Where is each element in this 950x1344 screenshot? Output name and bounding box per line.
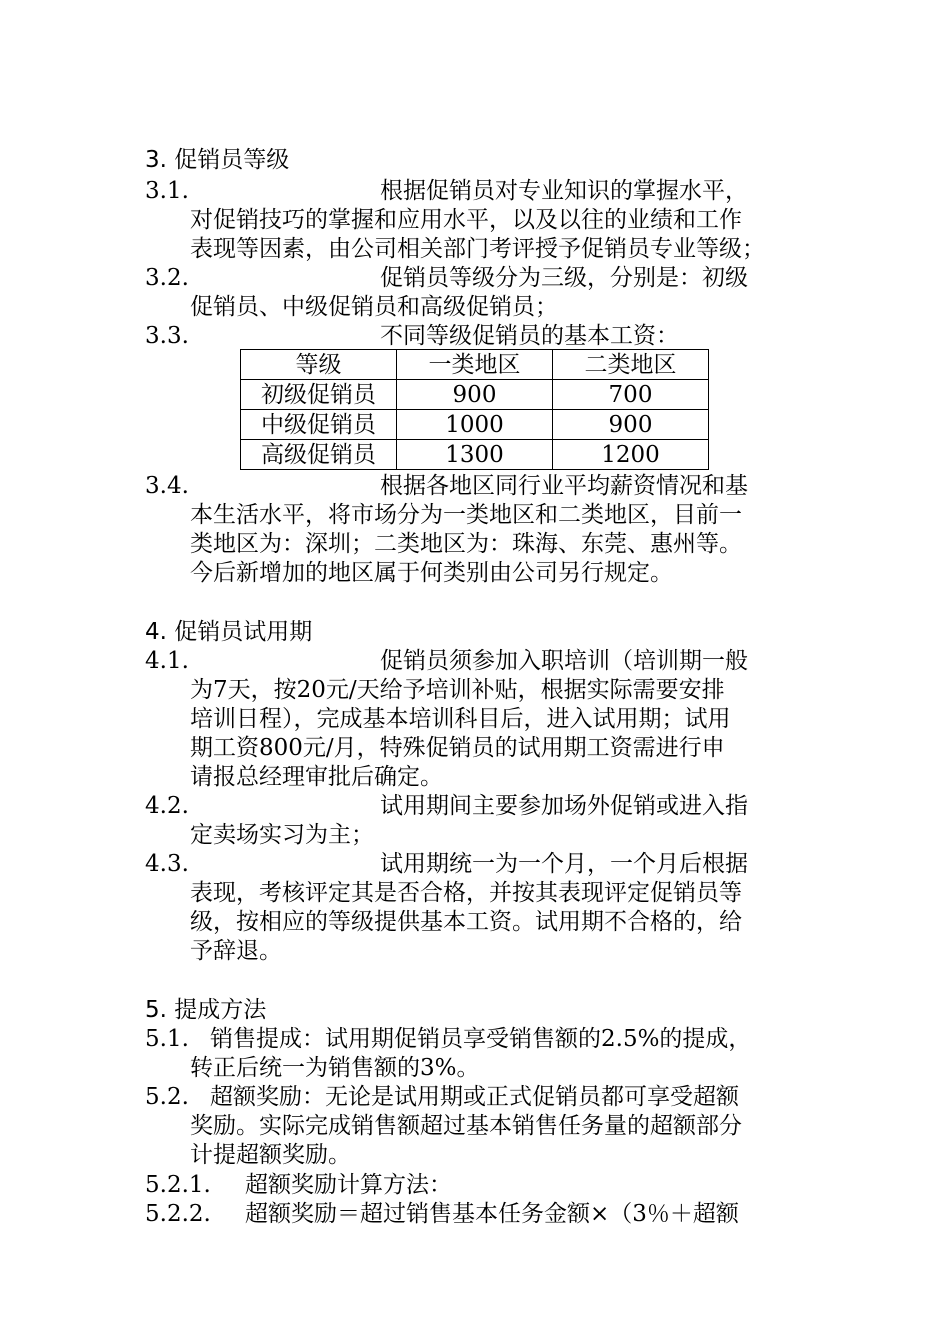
clause-text: 奖励。实际完成销售额超过基本销售任务量的超额部分 (190, 1113, 742, 1139)
clause-number: 4.1. (145, 648, 189, 674)
clause-text: 促销员、中级促销员和高级促销员； (190, 294, 558, 320)
table-cell: 1300 (397, 440, 553, 470)
clause-text: 类地区为：深圳；二类地区为：珠海、东莞、惠州等。 (190, 531, 742, 557)
clause-text: 对促销技巧的掌握和应用水平，以及以往的业绩和工作 (190, 207, 742, 233)
table-row (241, 440, 709, 470)
clause-text: 予辞退。 (190, 938, 282, 964)
clause-text: 为7天，按20元/天给予培训补贴，根据实际需要安排 (190, 677, 725, 703)
table-cell: 700 (553, 380, 709, 410)
table-row (241, 410, 709, 440)
section-heading-4: 4. 促销员试用期 (145, 619, 313, 645)
clause-4-1 (145, 647, 815, 792)
clause-text: 表现等因素，由公司相关部门考评授予促销员专业等级； (190, 236, 765, 262)
table-header-cell: 二类地区 (553, 350, 709, 380)
clause-text: 本生活水平，将市场分为一类地区和二类地区，目前一 (190, 502, 742, 528)
clause-number: 3.2. (145, 265, 189, 291)
section-heading-5: 5. 提成方法 (145, 997, 267, 1023)
base-wage-table (240, 349, 709, 470)
clause-text: 根据促销员对专业知识的掌握水平， (380, 178, 748, 204)
clause-text: 转正后统一为销售额的3%。 (190, 1055, 480, 1081)
clause-number: 5.2.1. (145, 1172, 211, 1198)
clause-3-2 (145, 264, 815, 322)
clause-text: 超额奖励＝超过销售基本任务金额×（3％＋超额 (245, 1201, 739, 1227)
clause-5-2 (145, 1083, 815, 1170)
clause-number: 3.1. (145, 178, 189, 204)
table-cell: 900 (397, 380, 553, 410)
clause-3-1 (145, 177, 815, 264)
clause-text: 试用期统一为一个月，一个月后根据 (380, 851, 748, 877)
clause-text: 期工资800元/月，特殊促销员的试用期工资需进行申 (190, 735, 725, 761)
clause-number: 3.4. (145, 473, 189, 499)
table-cell: 1000 (397, 410, 553, 440)
clause-text: 超额奖励计算方法： (245, 1172, 452, 1198)
table-header-cell: 等级 (241, 350, 397, 380)
table-row (241, 380, 709, 410)
clause-text: 超额奖励：无论是试用期或正式促销员都可享受超额 (210, 1084, 739, 1110)
table-cell: 1200 (553, 440, 709, 470)
clause-3-4 (145, 472, 815, 588)
table-cell: 中级促销员 (241, 410, 397, 440)
clause-number: 4.3. (145, 851, 189, 877)
clause-text: 促销员须参加入职培训（培训期一般 (380, 648, 748, 674)
clause-text: 不同等级促销员的基本工资： (380, 323, 679, 349)
clause-text: 促销员等级分为三级，分别是：初级 (380, 265, 748, 291)
clause-text: 试用期间主要参加场外促销或进入指 (380, 793, 748, 819)
clause-number: 5.1. (145, 1026, 189, 1052)
clause-text: 计提超额奖励。 (190, 1142, 351, 1168)
clause-5-1 (145, 1025, 815, 1083)
clause-text: 请报总经理审批后确定。 (190, 764, 443, 790)
table-cell: 900 (553, 410, 709, 440)
clause-text: 销售提成：试用期促销员享受销售额的2.5%的提成， (210, 1026, 752, 1052)
clause-number: 5.2.2. (145, 1201, 211, 1227)
clause-number: 3.3. (145, 323, 189, 349)
table-header-cell: 一类地区 (397, 350, 553, 380)
clause-4-2 (145, 792, 815, 850)
clause-text: 培训日程），完成基本培训科目后，进入试用期；试用 (190, 706, 731, 732)
clause-text: 表现，考核评定其是否合格，并按其表现评定促销员等 (190, 880, 742, 906)
clause-text: 今后新增加的地区属于何类别由公司另行规定。 (190, 560, 673, 586)
clause-number: 4.2. (145, 793, 189, 819)
table-header-row (241, 350, 709, 380)
clause-text: 定卖场实习为主； (190, 822, 374, 848)
clause-text: 根据各地区同行业平均薪资情况和基 (380, 473, 748, 499)
table-cell: 初级促销员 (241, 380, 397, 410)
clause-4-3 (145, 850, 815, 966)
section-heading-3: 3. 促销员等级 (145, 147, 290, 173)
table-cell: 高级促销员 (241, 440, 397, 470)
clause-number: 5.2. (145, 1084, 189, 1110)
clause-text: 级，按相应的等级提供基本工资。试用期不合格的，给 (190, 909, 742, 935)
